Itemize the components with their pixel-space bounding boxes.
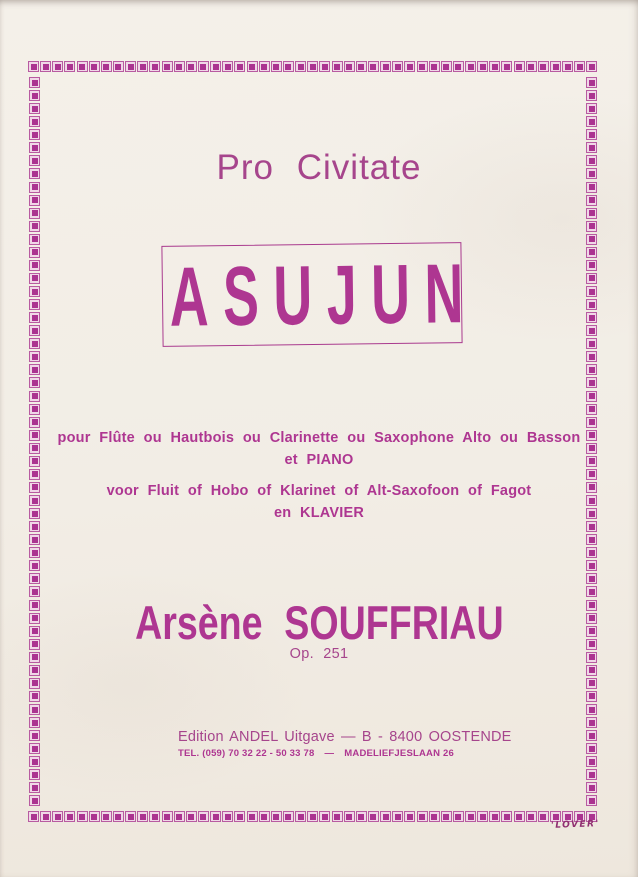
border-square	[247, 61, 258, 72]
border-square	[489, 61, 500, 72]
border-square	[29, 404, 40, 415]
border-square	[586, 743, 597, 754]
border-square	[574, 61, 585, 72]
border-square	[586, 573, 597, 584]
border-square	[586, 377, 597, 388]
instrumentation-dutch: voor Fluit of Hobo of Klarinet of Alt-Saxofoon of Fagot	[106, 483, 532, 499]
border-square	[586, 404, 597, 415]
border-square	[283, 811, 294, 822]
border-square	[271, 61, 282, 72]
border-square	[586, 273, 597, 284]
border-square	[586, 286, 597, 297]
border-square	[210, 811, 221, 822]
border-square	[29, 77, 40, 88]
border-square	[453, 61, 464, 72]
border-square	[538, 811, 549, 822]
border-square	[29, 704, 40, 715]
border-square	[332, 61, 343, 72]
border-square	[29, 717, 40, 728]
border-square	[283, 61, 294, 72]
border-square	[29, 391, 40, 402]
border-square	[52, 811, 63, 822]
border-square	[392, 61, 403, 72]
border-square	[586, 221, 597, 232]
border-square	[586, 129, 597, 140]
border-square	[64, 61, 75, 72]
border-square	[586, 364, 597, 375]
border-square	[198, 61, 209, 72]
border-square	[586, 312, 597, 323]
border-square	[29, 782, 40, 793]
border-square	[29, 195, 40, 206]
border-square	[125, 811, 136, 822]
border-square	[149, 811, 160, 822]
opus-number: Op. 251	[289, 646, 349, 662]
border-square	[417, 811, 428, 822]
border-square	[174, 61, 185, 72]
border-square	[465, 61, 476, 72]
border-square	[113, 811, 124, 822]
ornamental-border-top	[28, 61, 598, 72]
publisher-separator-dash: —	[324, 748, 335, 759]
border-square	[586, 704, 597, 715]
border-square	[29, 351, 40, 362]
border-square	[29, 417, 40, 428]
border-square	[441, 811, 452, 822]
publisher-block	[178, 729, 512, 759]
border-square	[186, 811, 197, 822]
border-square	[586, 247, 597, 258]
border-square	[29, 116, 40, 127]
border-square	[368, 61, 379, 72]
border-square	[586, 730, 597, 741]
border-square	[29, 273, 40, 284]
border-square	[137, 811, 148, 822]
border-square	[29, 299, 40, 310]
border-square	[356, 811, 367, 822]
border-square	[125, 61, 136, 72]
handwritten-mark: 'LOVER'	[550, 819, 600, 831]
border-square	[526, 61, 537, 72]
border-square	[29, 377, 40, 388]
border-square	[477, 61, 488, 72]
publisher-imprint: Edition ANDEL Uitgave — B - 8400 OOSTENDE	[178, 729, 512, 745]
border-square	[368, 811, 379, 822]
border-square	[586, 103, 597, 114]
border-square	[222, 811, 233, 822]
border-square	[28, 61, 39, 72]
border-square	[29, 534, 40, 545]
border-square	[234, 61, 245, 72]
border-square	[586, 417, 597, 428]
border-square	[259, 811, 270, 822]
border-square	[186, 61, 197, 72]
border-square	[356, 61, 367, 72]
border-square	[162, 61, 173, 72]
border-square	[29, 129, 40, 140]
border-square	[29, 103, 40, 114]
border-square	[29, 573, 40, 584]
border-square	[307, 61, 318, 72]
border-square	[586, 756, 597, 767]
border-square	[586, 391, 597, 402]
border-square	[295, 61, 306, 72]
border-square	[586, 90, 597, 101]
border-square	[404, 811, 415, 822]
border-square	[29, 364, 40, 375]
border-square	[247, 811, 258, 822]
border-square	[429, 811, 440, 822]
border-square	[52, 61, 63, 72]
border-square	[113, 61, 124, 72]
border-square	[29, 769, 40, 780]
title-box	[161, 242, 478, 347]
border-square	[586, 795, 597, 806]
border-square	[514, 61, 525, 72]
border-square	[28, 811, 39, 822]
border-square	[210, 61, 221, 72]
border-square	[77, 61, 88, 72]
border-square	[586, 665, 597, 676]
border-square	[149, 61, 160, 72]
border-square	[586, 560, 597, 571]
border-square	[29, 756, 40, 767]
border-square	[344, 61, 355, 72]
border-square	[101, 61, 112, 72]
border-square	[29, 795, 40, 806]
border-square	[29, 325, 40, 336]
border-square	[137, 61, 148, 72]
border-square	[29, 312, 40, 323]
border-square	[586, 351, 597, 362]
border-square	[489, 811, 500, 822]
border-square	[501, 61, 512, 72]
border-square	[586, 338, 597, 349]
border-square	[526, 811, 537, 822]
border-square	[586, 678, 597, 689]
border-square	[89, 811, 100, 822]
border-square	[29, 208, 40, 219]
border-square	[29, 665, 40, 676]
border-square	[319, 61, 330, 72]
border-square	[586, 782, 597, 793]
border-square	[319, 811, 330, 822]
border-square	[501, 811, 512, 822]
border-square	[441, 61, 452, 72]
composer-line	[0, 596, 638, 649]
border-square	[465, 811, 476, 822]
border-square	[586, 116, 597, 127]
border-square	[332, 811, 343, 822]
instrumentation-dutch-piano: en KLAVIER	[273, 505, 365, 521]
work-title: ASUJUN	[168, 245, 478, 344]
border-square	[429, 61, 440, 72]
border-square	[29, 743, 40, 754]
border-square	[307, 811, 318, 822]
border-square	[586, 61, 597, 72]
border-square	[29, 730, 40, 741]
border-square	[259, 61, 270, 72]
instrumentation-french: pour Flûte ou Hautbois ou Clarinette ou Saxophone Alto ou Basson	[57, 430, 581, 446]
border-square	[586, 325, 597, 336]
border-square	[586, 299, 597, 310]
border-square	[29, 260, 40, 271]
border-square	[586, 769, 597, 780]
border-square	[550, 61, 561, 72]
border-square	[586, 717, 597, 728]
border-square	[586, 234, 597, 245]
border-square	[29, 234, 40, 245]
border-square	[453, 811, 464, 822]
border-square	[29, 338, 40, 349]
border-square	[89, 61, 100, 72]
composer-name: Arsène SOUFFRIAU	[134, 596, 504, 649]
border-square	[29, 560, 40, 571]
border-square	[40, 811, 51, 822]
border-square	[586, 534, 597, 545]
border-square	[586, 195, 597, 206]
border-square	[514, 811, 525, 822]
border-square	[29, 90, 40, 101]
border-square	[29, 678, 40, 689]
border-square	[64, 811, 75, 822]
border-square	[174, 811, 185, 822]
border-square	[29, 547, 40, 558]
publisher-contact-row	[178, 748, 454, 759]
border-square	[222, 61, 233, 72]
publisher-address: MADELIEFJESLAAN 26	[344, 748, 454, 759]
border-square	[404, 61, 415, 72]
border-square	[198, 811, 209, 822]
border-square	[29, 286, 40, 297]
instrumentation-block	[0, 427, 638, 524]
border-square	[586, 77, 597, 88]
border-square	[40, 61, 51, 72]
series-title: Pro Civitate	[216, 148, 422, 187]
border-square	[29, 247, 40, 258]
border-square	[162, 811, 173, 822]
border-square	[29, 586, 40, 597]
border-square	[234, 811, 245, 822]
border-square	[392, 811, 403, 822]
border-square	[29, 691, 40, 702]
border-square	[344, 811, 355, 822]
border-square	[77, 811, 88, 822]
border-square	[586, 547, 597, 558]
border-square	[586, 208, 597, 219]
publisher-phone: TEL. (059) 70 32 22 - 50 33 78	[178, 748, 315, 759]
ornamental-border-bottom	[28, 811, 598, 822]
border-square	[477, 811, 488, 822]
border-square	[417, 61, 428, 72]
border-square	[538, 61, 549, 72]
border-square	[586, 586, 597, 597]
border-square	[380, 811, 391, 822]
border-square	[29, 221, 40, 232]
border-square	[295, 811, 306, 822]
border-square	[380, 61, 391, 72]
instrumentation-french-piano: et PIANO	[284, 452, 354, 468]
border-square	[586, 260, 597, 271]
border-square	[562, 61, 573, 72]
border-square	[586, 691, 597, 702]
border-square	[101, 811, 112, 822]
border-square	[271, 811, 282, 822]
